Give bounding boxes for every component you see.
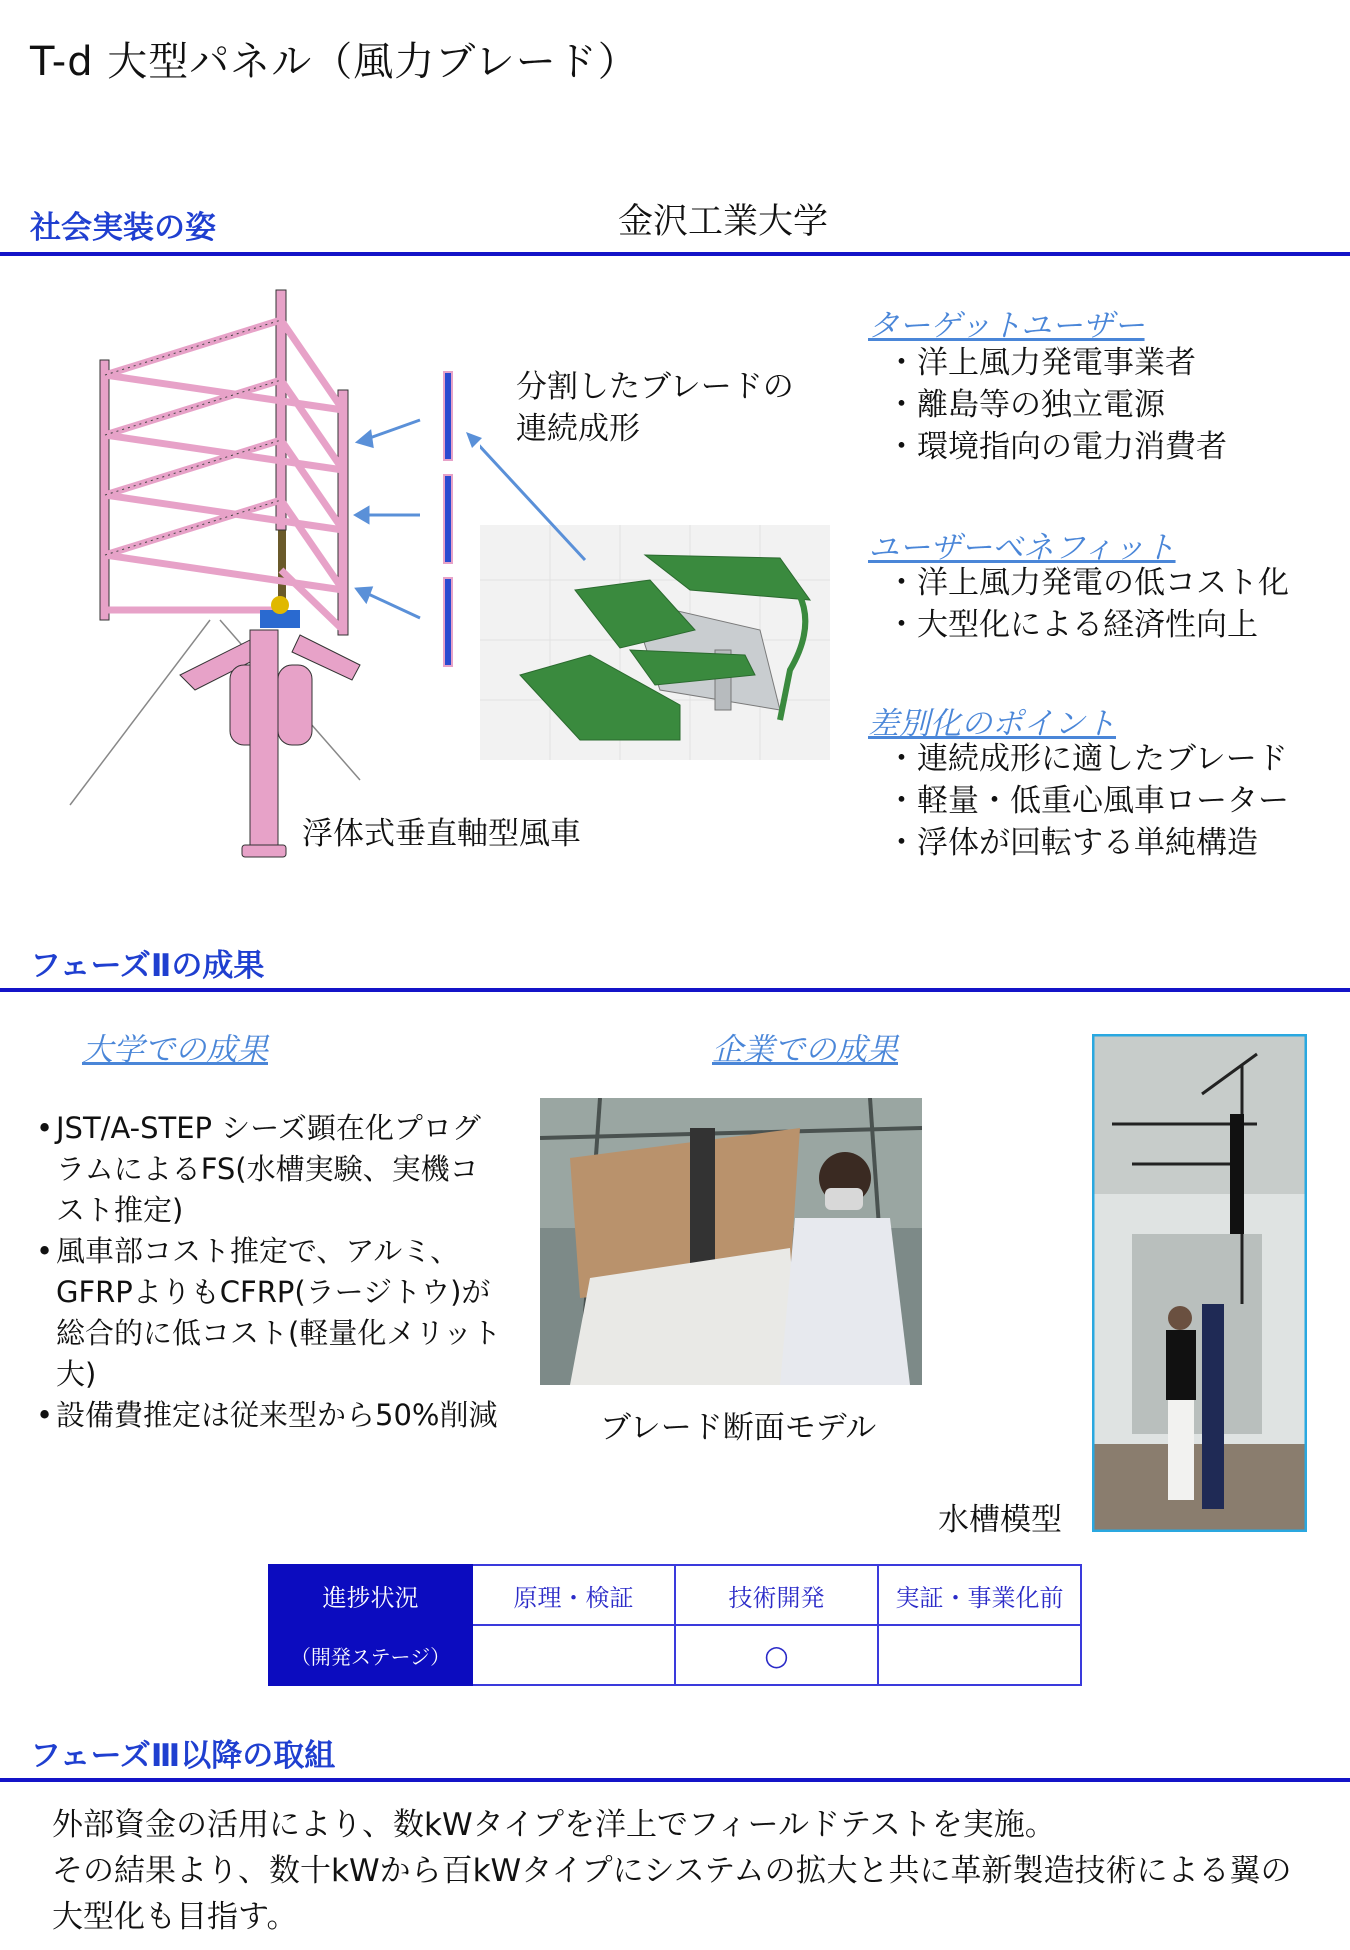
tank-model-blade: [1230, 1114, 1244, 1234]
organization-name: 金沢工業大学: [618, 202, 829, 242]
list-item-text: 風車部コスト推定で、アルミ、GFRPよりもCFRP(ラージトウ)が総合的に低コスト(軽量化メリット大): [56, 1234, 502, 1391]
list-item: ・離島等の独立電源: [886, 387, 1165, 423]
list-item: [36, 1108, 506, 1231]
text-line: その結果より、数十kWから百kWタイプにシステムの拡大と共に革新製造技術による翼の: [52, 1853, 1292, 1889]
list-item: ・浮体が回転する単純構造: [886, 825, 1258, 861]
table-cell: 進捗状況: [269, 1565, 472, 1625]
rotor-arms: [105, 320, 343, 630]
user-benefit-list: [886, 562, 1289, 646]
blade-segment: [444, 578, 452, 666]
person-mask: [825, 1188, 863, 1210]
target-user-heading: ターゲットユーザー: [868, 308, 1145, 344]
phase3-description: [52, 1802, 1292, 1940]
table-row: [269, 1625, 1081, 1685]
arrows: [356, 420, 420, 618]
callout-line: 分割したブレードの: [516, 369, 794, 405]
list-item: [36, 1231, 506, 1395]
section-rule: [0, 252, 1350, 256]
tank-model-spar: [1202, 1304, 1224, 1509]
section-rule: [0, 988, 1350, 992]
target-user-list: [886, 342, 1227, 468]
stage-marker: ○: [675, 1625, 878, 1685]
person-shirt: [1166, 1330, 1196, 1400]
list-item-text: 設備費推定は従来型から50%削減: [56, 1398, 498, 1432]
section-heading-phase2: フェーズⅡの成果: [30, 948, 265, 984]
person-trousers: [1168, 1400, 1194, 1500]
bullet: •: [36, 1111, 54, 1145]
university-results-heading: 大学での成果: [82, 1032, 268, 1068]
table-cell: 原理・検証: [472, 1565, 675, 1625]
differentiation-heading: 差別化のポイント: [868, 706, 1116, 742]
bullet: •: [36, 1234, 54, 1268]
callout-line: 連続成形: [516, 411, 640, 447]
arrowhead: [462, 428, 492, 458]
callout-text: [516, 366, 794, 450]
section-heading-social: 社会実装の姿: [30, 210, 216, 246]
list-item: ・環境指向の電力消費者: [886, 429, 1227, 465]
list-item: ・軽量・低重心風車ローター: [886, 783, 1289, 819]
list-item: [36, 1395, 506, 1436]
float-leg: [278, 665, 312, 745]
person-head: [1168, 1306, 1192, 1330]
list-item: ・洋上風力発電の低コスト化: [886, 565, 1289, 601]
person-shirt: [780, 1218, 910, 1385]
guy-line: [70, 620, 210, 805]
blade: [338, 390, 348, 635]
blade-model-photo: [540, 1098, 922, 1385]
turbine-caption: 浮体式垂直軸型風車: [302, 816, 581, 852]
section-heading-phase3: フェーズⅢ以降の取組: [30, 1738, 336, 1774]
blade-model-caption: ブレード断面モデル: [600, 1410, 877, 1446]
user-benefit-heading: ユーザーベネフィット: [868, 530, 1176, 566]
table-cell: [878, 1625, 1081, 1685]
table-cell: 技術開発: [675, 1565, 878, 1625]
tank-model-photo: [1092, 1034, 1307, 1532]
blade: [100, 360, 109, 620]
floating-spar: [250, 630, 278, 855]
table-row: [269, 1565, 1081, 1625]
blade-segment: [444, 372, 452, 460]
hub-cap: [271, 596, 289, 614]
table-cell: 実証・事業化前: [878, 1565, 1081, 1625]
list-item: ・洋上風力発電事業者: [886, 345, 1196, 381]
company-results-heading: 企業での成果: [712, 1032, 898, 1068]
blade-spar: [690, 1128, 715, 1283]
university-results-list: [36, 1108, 506, 1436]
blade-segment: [444, 475, 452, 563]
bullet: •: [36, 1398, 54, 1432]
list-item: ・連続成形に適したブレード: [886, 741, 1288, 777]
section-rule: [0, 1778, 1350, 1782]
floor: [1092, 1444, 1307, 1532]
list-item-text: JST/A-STEP シーズ顕在化プログラムによるFS(水槽実験、実機コスト推定): [56, 1111, 481, 1227]
page-title: T-d 大型パネル（風力ブレード）: [30, 39, 639, 85]
table-cell: （開発ステージ）: [269, 1625, 472, 1685]
spar-base: [242, 845, 286, 857]
progress-stage-table: [268, 1564, 1082, 1686]
text-line: 外部資金の活用により、数kWタイプを洋上でフィールドテストを実施。: [52, 1807, 1056, 1843]
blade-segments-illustration: [350, 360, 470, 680]
list-item: ・大型化による経済性向上: [886, 607, 1258, 643]
tank-model-caption: 水槽模型: [938, 1502, 1062, 1538]
table-cell: [472, 1625, 675, 1685]
text-line: 大型化も目指す。: [52, 1899, 298, 1935]
differentiation-list: [886, 738, 1289, 864]
blade-cross-section-render: [480, 440, 830, 760]
